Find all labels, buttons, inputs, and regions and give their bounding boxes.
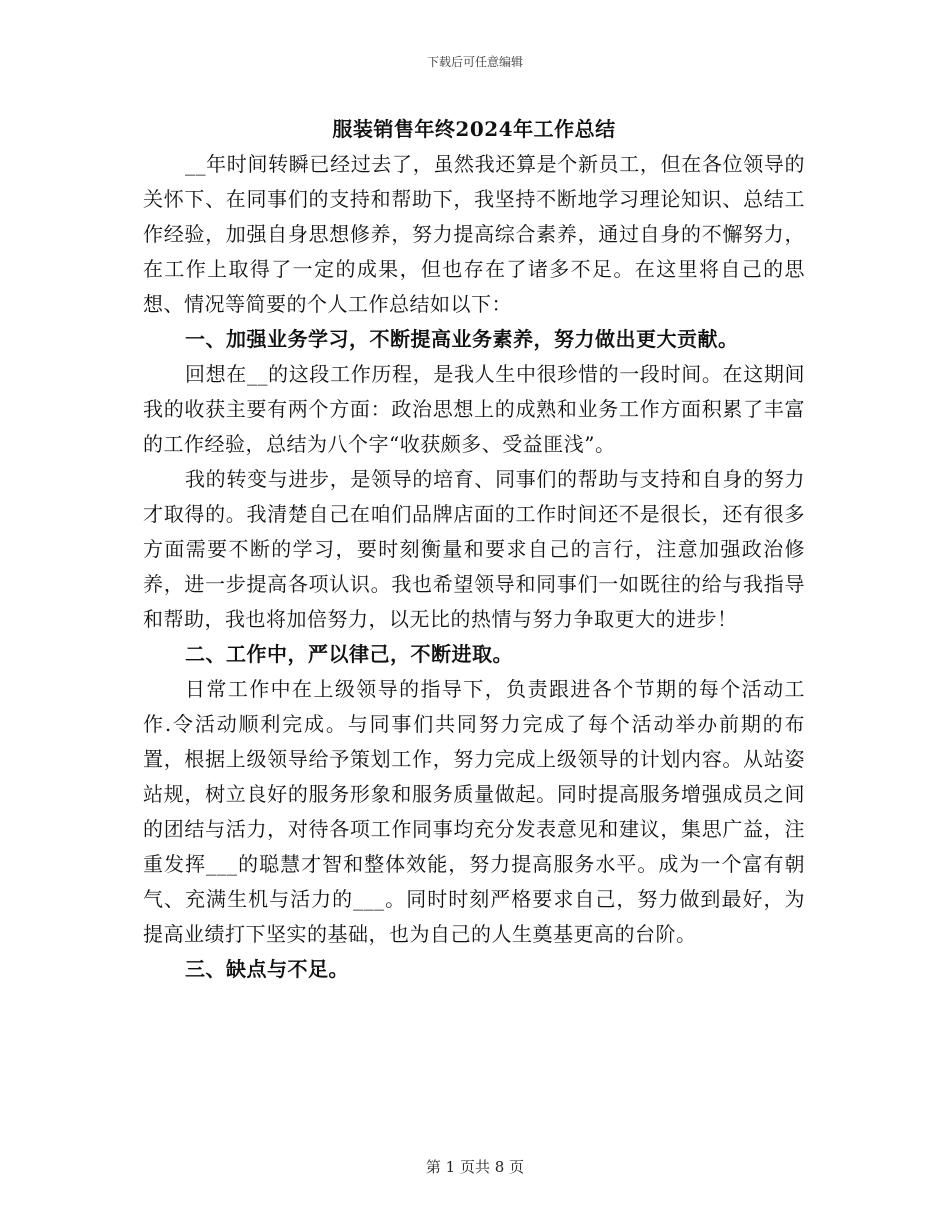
paragraph-section-1a: 回想在__的这段工作历程，是我人生中很珍惜的一段时间。在这期间我的收获主要有两个方面：政治思想上的成熟和业务工作方面积累了丰富的工作经验，总结为八个字“收获颇多、受益匪浅”。	[143, 362, 805, 456]
paragraph-section-2: 日常工作中在上级领导的指导下，负责跟进各个节期的每个活动工作.令活动顺利完成。与同事们共同努力完成了每个活动举办前期的布置，根据上级领导给予策划工作，努力完成上级领导的计划内容。从站姿站规，树立良好的服务形象和服务质量做起。同时提高服务增强成员之间的团结与活力，对待各项工作同事均充分发表意见和建议，集思广益，注重发挥___的聪慧才智和整体效能，努力提高服务水平。成为一个富有朝气、充满生机与活力的___。同时时刻严格要求自己，努力做到最好，为提高业绩打下坚实的基础，也为自己的人生奠基更高的台阶。	[143, 677, 805, 946]
section-heading-1: 一、加强业务学习，不断提高业务素养，努力做出更大贡献。	[185, 327, 739, 351]
paragraph-section-1b: 我的转变与进步，是领导的培育、同事们的帮助与支持和自身的努力才取得的。我清楚自己在咱们品牌店面的工作时间还不是很长，还有很多方面需要不断的学习，要时刻衡量和要求自己的言行，注意加强政治修养，进一步提高各项认识。我也希望领导和同事们一如既往的给与我指导和帮助，我也将加倍努力，以无比的热情与努力争取更大的进步！	[143, 467, 805, 631]
document-title: 服装销售年终2024年工作总结	[332, 117, 616, 141]
document-body	[143, 112, 805, 987]
section-heading-2: 二、工作中，严以律己，不断进取。	[185, 642, 513, 666]
paragraph-intro: __年时间转瞬已经过去了，虽然我还算是个新员工，但在各位领导的关怀下、在同事们的支持和帮助下，我坚持不断地学习理论知识、总结工作经验，加强自身思想修养，努力提高综合素养，通过自身的不懈努力，在工作上取得了一定的成果，但也存在了诸多不足。在这里将自己的思想、情况等简要的个人工作总结如以下：	[143, 152, 805, 316]
page-footer: 第 1 页共 8 页	[425, 1158, 525, 1176]
section-heading-3: 三、缺点与不足。	[185, 957, 349, 981]
page-header: 下载后可任意编辑	[426, 55, 523, 69]
